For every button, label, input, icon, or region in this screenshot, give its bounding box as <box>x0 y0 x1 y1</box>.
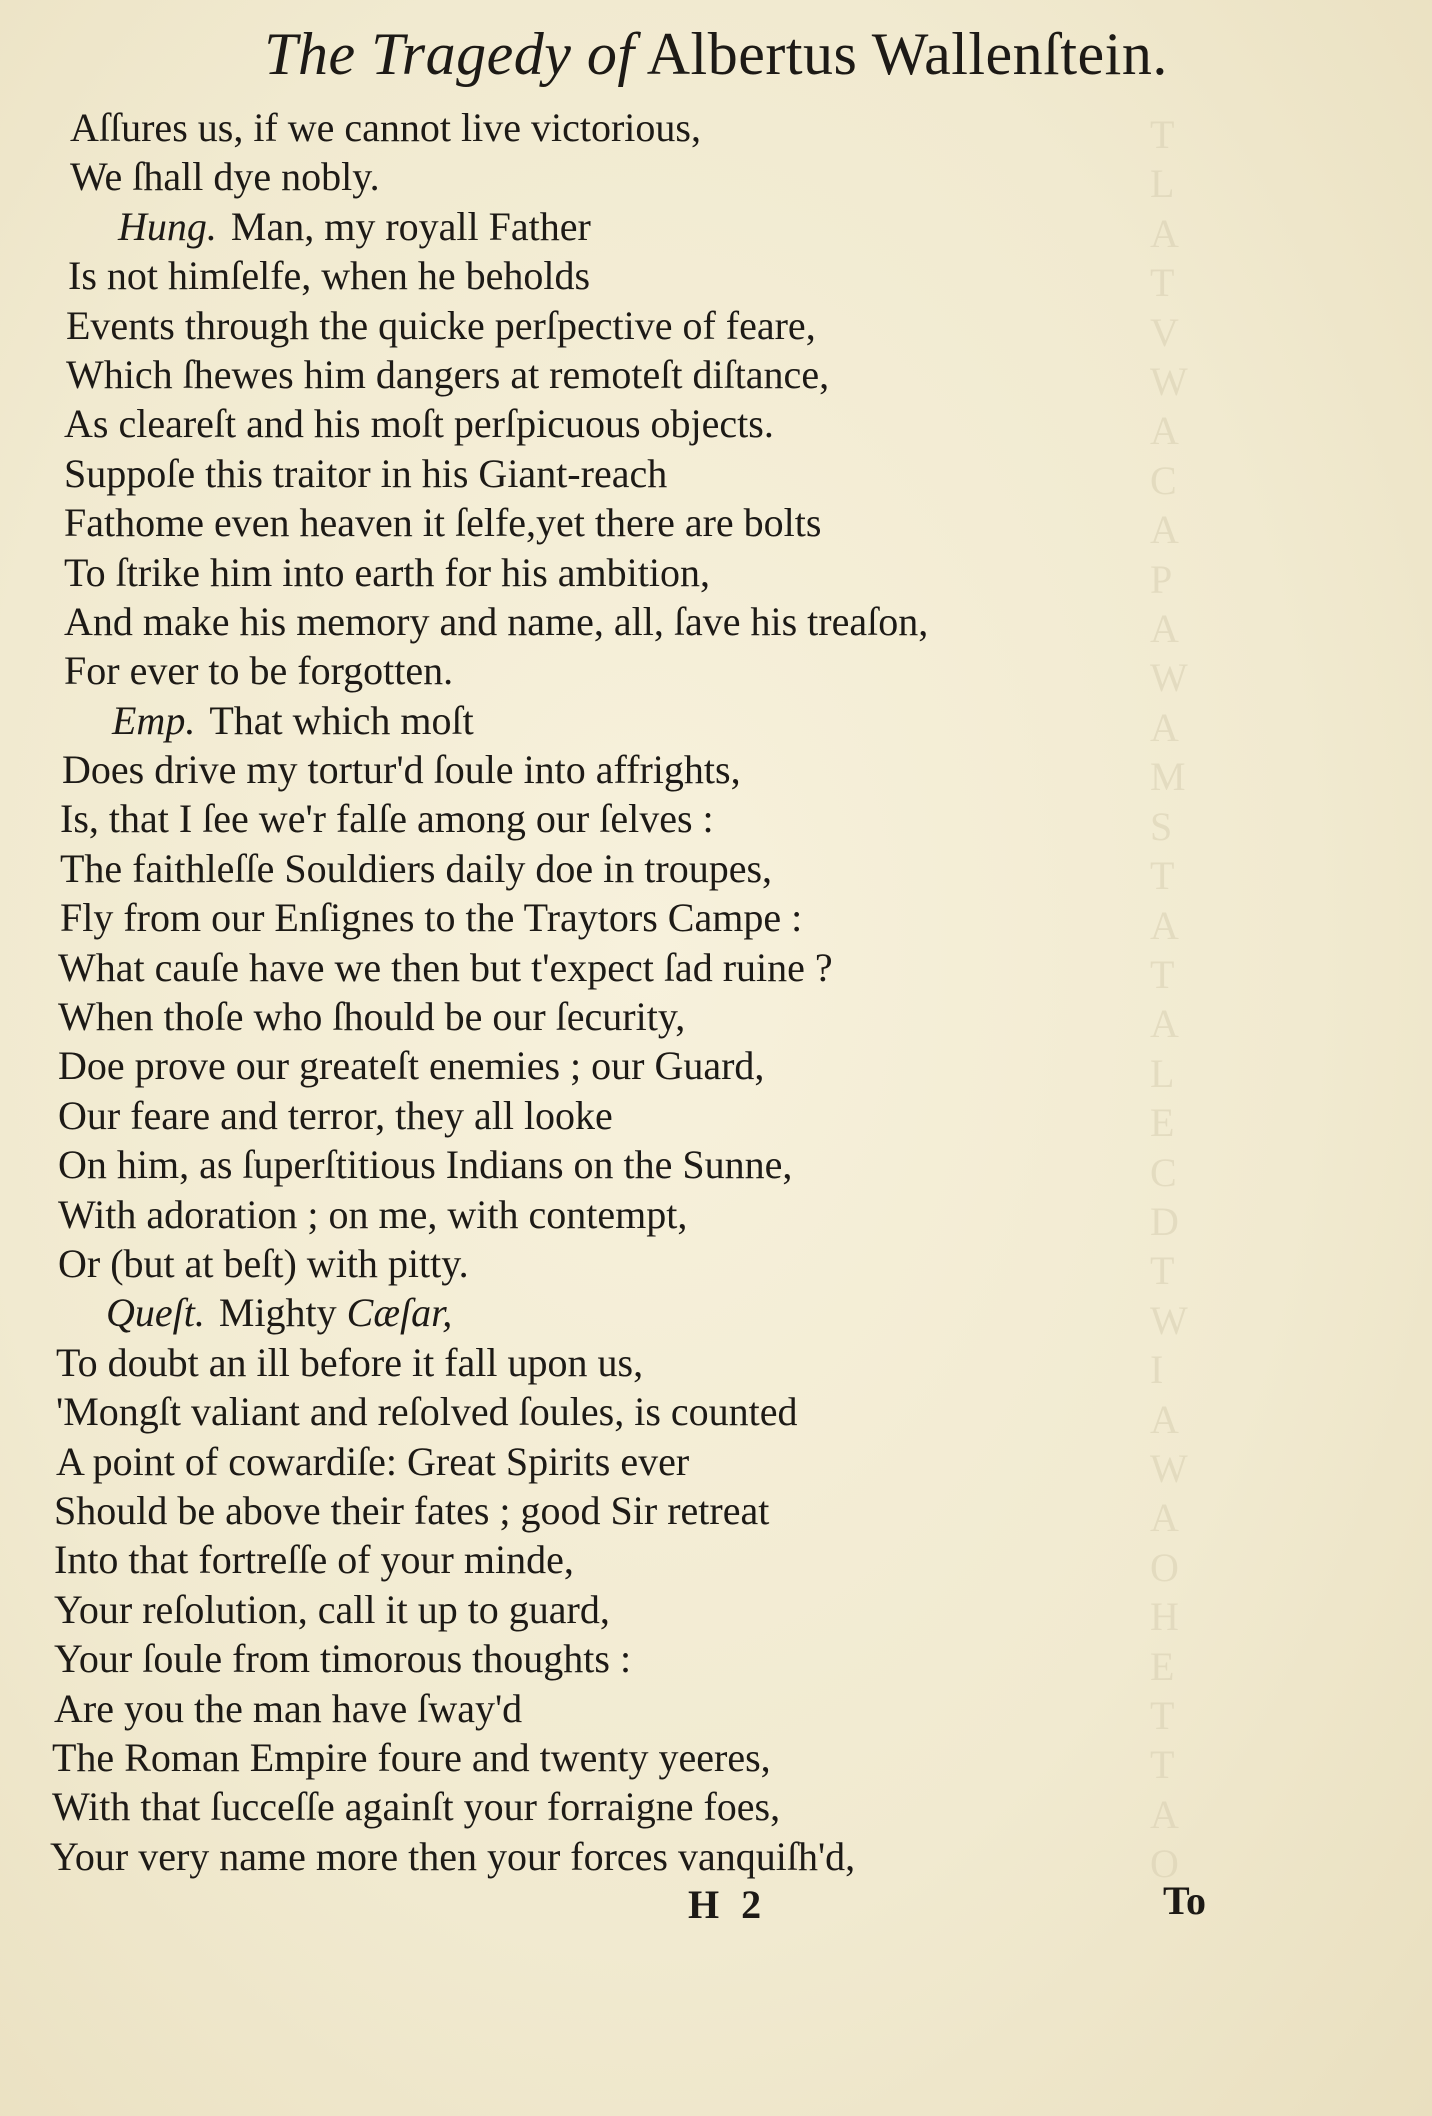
verse-line <box>0 1832 1150 1881</box>
verse-line <box>0 1684 1150 1733</box>
verse-line <box>0 1486 1150 1535</box>
verse-line <box>0 1338 1150 1387</box>
line-text: Which ſhewes him dangers at remoteſt diſtance, <box>66 351 830 397</box>
line-text: That which moſt <box>209 697 474 743</box>
line-text: To doubt an ill before it fall upon us, <box>56 1339 644 1385</box>
speaker-name: Queſt. <box>106 1290 205 1336</box>
line-text: We ſhall dye nobly. <box>70 154 380 200</box>
verse-line <box>0 745 1150 794</box>
line-text: For ever to be forgotten. <box>64 648 454 694</box>
verse-text <box>0 103 1150 1881</box>
line-text: Our feare and terror, they all looke <box>58 1092 613 1138</box>
line-text: To ſtrike him into earth for his ambition, <box>64 549 710 595</box>
bleed-through-text: T L A T V W A C A P A W A M S T A T A L E C D T W I A W A O H E T T A O <box>1150 112 1188 1887</box>
verse-line <box>0 844 1150 893</box>
verse-line <box>0 1140 1150 1189</box>
verse-line <box>0 1387 1150 1436</box>
verse-line <box>0 1733 1150 1782</box>
verse-line <box>0 992 1150 1041</box>
line-text: Fathome even heaven it ſelfe,yet there are bolts <box>64 500 822 546</box>
line-text: Fly from our Enſignes to the Traytors Campe : <box>60 895 803 941</box>
line-text: Man, my royall Father <box>230 203 591 249</box>
line-text: As cleareſt and his moſt perſpicuous objects. <box>64 401 774 447</box>
running-title <box>0 18 1432 90</box>
verse-line <box>0 1437 1150 1486</box>
verse-line <box>0 646 1150 695</box>
signature-mark: H 2 <box>688 1882 768 1927</box>
line-text: Your reſolution, call it up to guard, <box>54 1586 610 1632</box>
verse-line <box>0 251 1150 300</box>
line-text: Does drive my tortur'd ſoule into affrights, <box>62 747 741 793</box>
line-text: The faithleſſe Souldiers daily doe in troupes, <box>60 845 773 891</box>
verse-line <box>0 696 1150 745</box>
verse-line <box>0 1239 1150 1288</box>
line-text: Is, that I ſee we'r falſe among our ſelves : <box>60 796 714 842</box>
proper-name: Cæſar, <box>346 1290 453 1336</box>
line-text: Mighty <box>218 1290 337 1336</box>
verse-line <box>0 893 1150 942</box>
line-text: With that ſucceſſe againſt your forraigne foes, <box>52 1784 781 1830</box>
line-text: A point of cowardiſe: Great Spirits ever <box>56 1438 690 1484</box>
line-text: The Roman Empire foure and twenty yeeres, <box>52 1734 771 1780</box>
verse-line <box>0 350 1150 399</box>
line-text: Suppoſe this traitor in his Giant-reach <box>64 450 668 496</box>
verse-line <box>0 498 1150 547</box>
line-text: Are you the man have ſway'd <box>54 1685 523 1731</box>
line-text: On him, as ſuperſtitious Indians on the Sunne, <box>58 1142 793 1188</box>
catchword: To <box>1163 1878 1207 1923</box>
verse-line <box>0 1535 1150 1584</box>
verse-line <box>0 103 1150 152</box>
verse-line <box>0 202 1150 251</box>
line-text: When thoſe who ſhould be our ſecurity, <box>58 994 686 1040</box>
verse-line <box>0 301 1150 350</box>
line-text: And make his memory and name, all, ſave his treaſon, <box>64 598 929 644</box>
line-text: Your ſoule from timorous thoughts : <box>54 1636 632 1682</box>
verse-line <box>0 1288 1150 1337</box>
verse-line <box>0 943 1150 992</box>
line-text: Or (but at beſt) with pitty. <box>58 1240 469 1286</box>
line-text: With adoration ; on me, with contempt, <box>58 1191 688 1237</box>
line-text: Is not himſelfe, when he beholds <box>68 253 591 299</box>
verse-line <box>0 449 1150 498</box>
line-text: 'Mongſt valiant and reſolved ſoules, is counted <box>56 1389 798 1435</box>
line-text: Doe prove our greateſt enemies ; our Guard, <box>58 1043 765 1089</box>
verse-line <box>0 794 1150 843</box>
verse-line <box>0 1190 1150 1239</box>
verse-line <box>0 152 1150 201</box>
running-title-italic: The Tragedy of <box>264 21 635 87</box>
verse-line <box>0 1634 1150 1683</box>
verse-line <box>0 399 1150 448</box>
verse-line <box>0 1091 1150 1140</box>
line-text: Aſſures us, if we cannot live victorious, <box>70 105 701 150</box>
verse-line <box>0 1041 1150 1090</box>
speaker-name: Emp. <box>112 697 196 743</box>
line-text: Events through the quicke perſpective of feare, <box>66 302 816 348</box>
verse-line <box>0 1585 1150 1634</box>
verse-line <box>0 597 1150 646</box>
running-title-roman: Albertus Wallenſtein. <box>646 21 1168 87</box>
speaker-name: Hung. <box>118 203 217 249</box>
verse-line <box>0 548 1150 597</box>
line-text: Into that fortreſſe of your minde, <box>54 1537 574 1583</box>
line-text: Your very name more then your forces vanquiſh'd, <box>50 1833 856 1879</box>
line-text: Should be above their fates ; good Sir retreat <box>54 1487 770 1533</box>
verse-line <box>0 1782 1150 1831</box>
line-text: What cauſe have we then but t'expect ſad ruine ? <box>58 944 833 990</box>
